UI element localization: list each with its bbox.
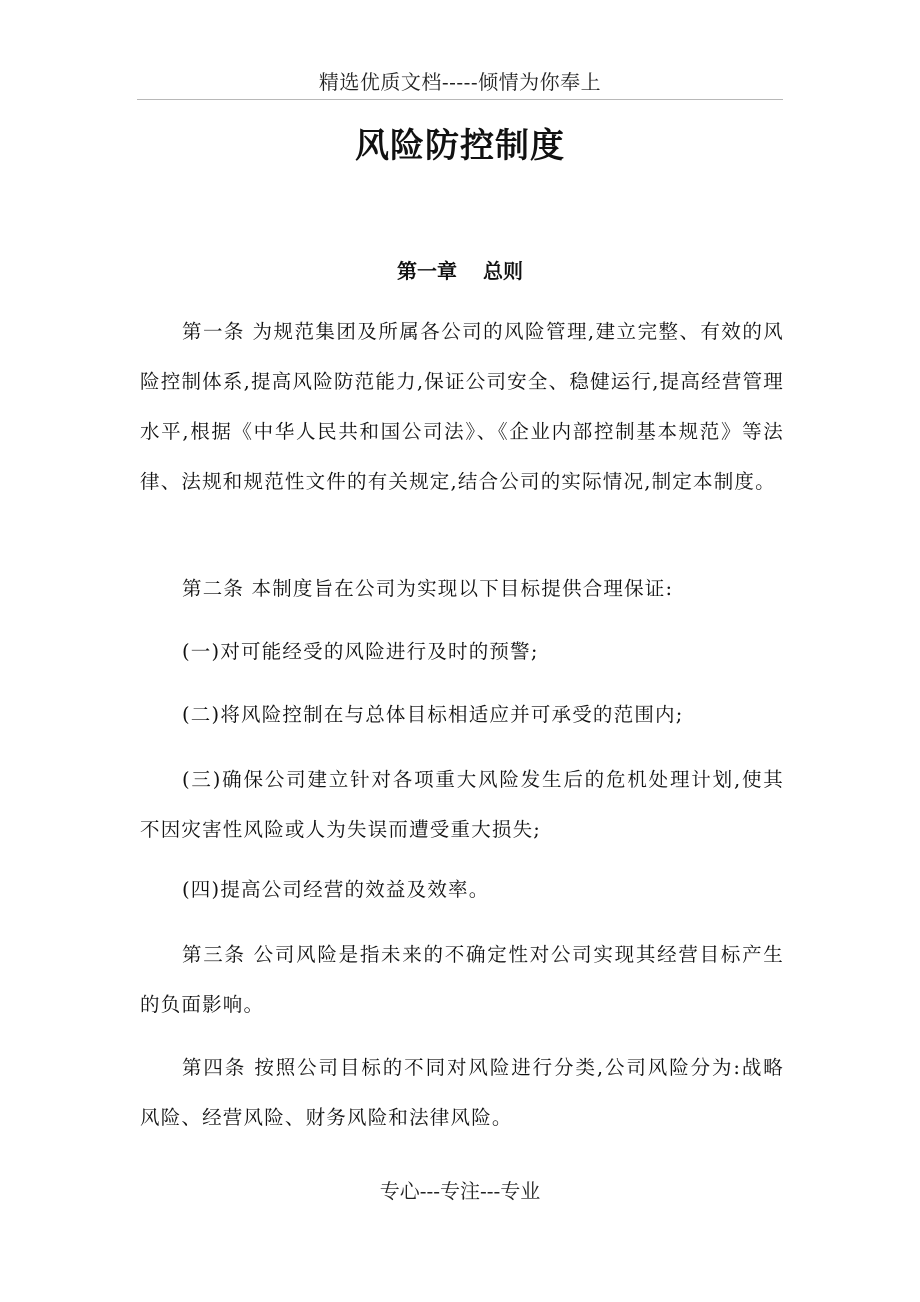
article-1-paragraph: 第一条 为规范集团及所属各公司的风险管理,建立完整、有效的风险控制体系,提高风险防范能力,保证公司安全、稳健运行,提高经营管理水平,根据《中华人民共和国公司法》、《企业内部控制基本规范》等法律、法规和规范性文件的有关规定,结合公司的实际情况,制定本制度。 [140, 320, 784, 493]
article-2-paragraph: 第二条 本制度旨在公司为实现以下目标提供合理保证: [182, 577, 674, 600]
chapter-heading [0, 255, 920, 284]
list-item-3: (三)确保公司建立针对各项重大风险发生后的危机处理计划,使其不因灾害性风险或人为失误而遭受重大损失; [140, 768, 784, 841]
chapter-name: 总则 [483, 259, 523, 283]
chapter-number: 第一章 [397, 259, 457, 283]
article-4-paragraph: 第四条 按照公司目标的不同对风险进行分类,公司风险分为:战略风险、经营风险、财务风险和法律风险。 [140, 1056, 784, 1129]
list-item-4: (四)提高公司经营的效益及效率。 [182, 878, 490, 901]
document-title: 风险防控制度 [355, 126, 565, 166]
page-footer: 专心---专注---专业 [379, 1179, 541, 1203]
page-header: 精选优质文档-----倾情为你奉上 [318, 70, 602, 94]
article-3-paragraph: 第三条 公司风险是指未来的不确定性对公司实现其经营目标产生的负面影响。 [140, 943, 784, 1016]
list-item-2: (二)将风险控制在与总体目标相适应并可承受的范围内; [182, 703, 684, 726]
list-item-1: (一)对可能经受的风险进行及时的预警; [182, 640, 539, 663]
header-divider [137, 99, 783, 100]
